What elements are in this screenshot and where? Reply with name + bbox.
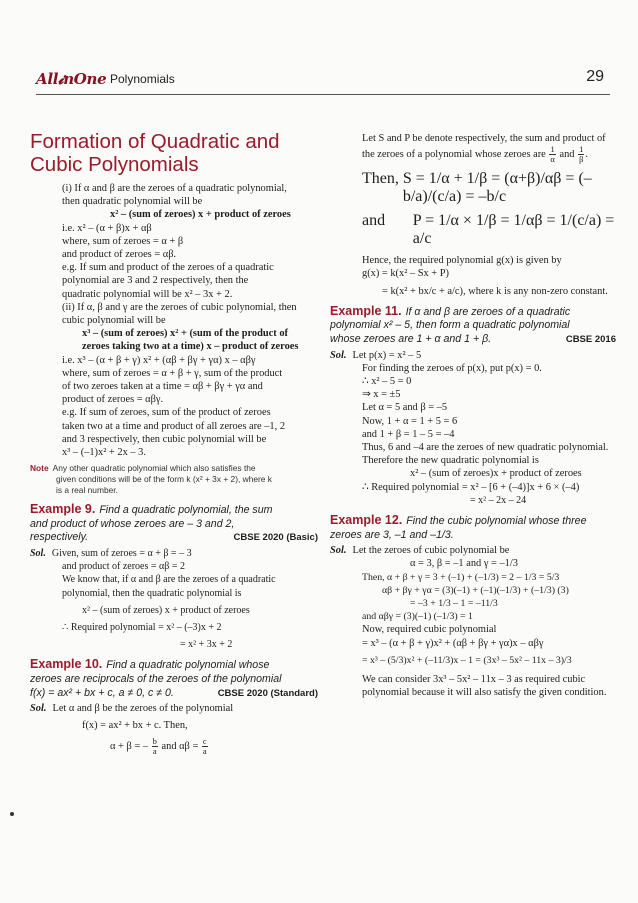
note-text: is a real number. bbox=[56, 485, 118, 496]
fraction bbox=[578, 145, 584, 164]
example-text: Find a quadratic polynomial, the sum bbox=[99, 504, 273, 517]
margin-dot bbox=[10, 812, 14, 816]
section-title-line1: Formation of Quadratic and bbox=[30, 130, 280, 153]
text-line: Hence, the required polynomial g(x) is given by bbox=[362, 255, 562, 267]
note-text: given conditions will be of the form k (x² + 3x + 2), where k bbox=[56, 474, 272, 485]
text-line: product of zeroes = αβγ. bbox=[62, 394, 164, 406]
formula-line: x² – (sum of zeroes) x + product of zeroes bbox=[110, 209, 291, 221]
fraction bbox=[202, 737, 208, 756]
right-column bbox=[330, 132, 616, 699]
text-line: Let the zeroes of cubic polynomial be bbox=[352, 545, 510, 557]
example-9-heading bbox=[30, 503, 318, 545]
example-text: Find a quadratic polynomial whose bbox=[106, 659, 270, 672]
formula-line: i.e. x² – (α + β)x + αβ bbox=[62, 222, 152, 234]
text-line: taken two at a time and product of all zeroes are –1, 2 bbox=[62, 420, 286, 432]
formula-row bbox=[330, 212, 616, 248]
chapter-title: Polynomials bbox=[110, 72, 175, 86]
section-title-line2: Cubic Polynomials bbox=[30, 153, 199, 176]
fraction bbox=[549, 145, 555, 164]
example-text: f(x) = ax² + bx + c, a ≠ 0, c ≠ 0. bbox=[30, 686, 174, 699]
sol-label: Sol. bbox=[330, 349, 347, 361]
formula-line: S = 1/α + 1/β = (α+β)/αβ = (–b/a)/(c/a) = –b/c bbox=[402, 170, 592, 206]
formula-line: P = 1/α × 1/β = 1/αβ = 1/(c/a) = a/c bbox=[412, 212, 615, 248]
formula-line: ∴ Required polynomial = x² – [6 + (–4)]x + 6 × (–4) bbox=[362, 481, 580, 493]
exam-source: CBSE 2016 bbox=[565, 334, 616, 345]
formula-line: ∴ x² – 5 = 0 bbox=[362, 376, 412, 387]
example-text: Find the cubic polynomial whose three bbox=[406, 515, 587, 528]
brand-logo: All𝓲nOne bbox=[36, 70, 107, 88]
text-line: (ii) If α, β and γ are the zeroes of cubic polynomial, then bbox=[62, 301, 297, 313]
formula-line: ⇒ x = ±5 bbox=[362, 389, 401, 401]
example-text: and product of whose zeroes are – 3 and 2, bbox=[30, 517, 235, 530]
formula-line: αβ + βγ + γα = (3)(–1) + (–1)(–1/3) + (–1/3) (3) bbox=[382, 584, 569, 596]
formula-line: Then, α + β + γ = 3 + (–1) + (–1/3) = 2 – 1/3 = 5/3 bbox=[362, 571, 560, 583]
example-11-heading bbox=[330, 305, 616, 347]
formula-line: and 1 + β = 1 – 5 = –4 bbox=[362, 428, 455, 440]
text-part: the zeroes of a polynomial whose zeroes are bbox=[362, 149, 546, 161]
denominator: α bbox=[550, 154, 555, 165]
fraction bbox=[152, 737, 158, 756]
page-number: 29 bbox=[586, 68, 604, 85]
text-line: and product of zeroes = αβ = 2 bbox=[62, 561, 185, 573]
numerator: b bbox=[152, 735, 157, 746]
text-line: polynomial are 3 and 2 respectively, then the bbox=[62, 275, 249, 287]
formula-line: Let α = 5 and β = –5 bbox=[362, 402, 448, 414]
text-line: the zeroes of a polynomial whose zeroes are $\frac{1}{\alpha}$ and $\frac{1}{\beta}$ . bbox=[362, 144, 589, 165]
formula-line: = x³ – (5/3)x² + (–11/3)x – 1 = (3x³ – 5x² – 11x – 3)/3 bbox=[362, 654, 572, 666]
formula-line: ∴ Required polynomial = x² – (–3)x + 2 bbox=[62, 622, 222, 634]
text-line: We know that, if α and β are the zeroes of a quadratic bbox=[62, 574, 276, 586]
text-line: quadratic polynomial will be x² – 3x + 2. bbox=[62, 288, 233, 300]
text-line: Therefore the new quadratic polynomial is bbox=[362, 455, 539, 467]
text-line: x³ – (–1)x² + 2x – 3. bbox=[62, 447, 146, 459]
example-10-heading bbox=[30, 658, 318, 700]
exam-source: CBSE 2020 (Basic) bbox=[233, 532, 318, 544]
text-line: and product of zeroes = αβ. bbox=[62, 249, 177, 261]
denominator: a bbox=[202, 745, 207, 756]
example-text: zeroes are reciprocals of the zeroes of the polynomial bbox=[30, 673, 282, 686]
formula-line: zeroes taking two at a time) x – product of zeroes bbox=[82, 341, 299, 353]
example-text: whose zeroes are 1 + α and 1 + β. bbox=[330, 333, 492, 345]
text-line: polynomial because it will also satisfy the given condition. bbox=[362, 687, 607, 699]
text-line: cubic polynomial will be bbox=[62, 315, 166, 327]
example-number: Example 12. bbox=[330, 513, 403, 528]
text-line: e.g. If sum and product of the zeroes of a quadratic bbox=[62, 262, 274, 274]
example-text: zeroes are 3, –1 and –1/3. bbox=[330, 528, 454, 541]
numerator: 1 bbox=[550, 144, 555, 155]
text-line: e.g. If sum of zeroes, sum of the product of zeroes bbox=[62, 407, 271, 419]
denominator: a bbox=[152, 745, 157, 756]
example-text: If α and β are zeroes of a quadratic bbox=[405, 305, 571, 318]
formula-line: and αβγ = (3)(–1) (–1/3) = 1 bbox=[362, 611, 473, 623]
text-part: and bbox=[559, 149, 575, 161]
note-tag: Note bbox=[30, 463, 49, 474]
formula-line: f(x) = ax² + bx + c. Then, bbox=[82, 720, 188, 732]
section-title bbox=[30, 130, 318, 176]
formula-line: = x³ – (α + β + γ)x² + (αβ + βγ + γα)x – αβγ bbox=[362, 637, 544, 649]
text-line: Now, required cubic polynomial bbox=[362, 624, 497, 636]
text-line: (i) If α and β are the zeroes of a quadratic polynomial, bbox=[62, 183, 287, 194]
text-line: For finding the zeroes of p(x), put p(x) = 0. bbox=[362, 362, 542, 374]
denominator: β bbox=[579, 154, 584, 165]
formula-line: i.e. x³ – (α + β + γ) x² + (αβ + βγ + γα) x – αβγ bbox=[62, 354, 256, 366]
text-line: and 3 respectively, then cubic polynomial will be bbox=[62, 433, 267, 445]
formula-line: x² – (sum of zeroes) x + product of zeroes bbox=[82, 604, 250, 616]
formula-row bbox=[330, 170, 616, 206]
numerator: 1 bbox=[579, 144, 584, 155]
text-line: where, sum of zeroes = α + β + γ, sum of the product bbox=[62, 367, 283, 379]
formula-line: α = 3, β = –1 and γ = –1/3 bbox=[410, 558, 518, 570]
example-number: Example 9. bbox=[30, 502, 96, 517]
formula-line bbox=[30, 737, 318, 756]
text-line: where, sum of zeroes = α + β bbox=[62, 235, 184, 247]
formula-line: x² – (sum of zeroes)x + product of zeroes bbox=[410, 468, 582, 480]
example-text: respectively. bbox=[30, 531, 89, 544]
formula-part: and αβ = bbox=[161, 740, 199, 752]
exam-source: CBSE 2020 (Standard) bbox=[217, 687, 318, 699]
text-line: Let S and P be denote respectively, the sum and product of bbox=[362, 133, 606, 144]
sol-label: Sol. bbox=[330, 545, 347, 557]
header-rule bbox=[36, 94, 610, 95]
formula-line: x³ – (sum of zeroes) x² + (sum of the product of bbox=[82, 328, 288, 340]
text-line: Let p(x) = x² – 5 bbox=[352, 349, 422, 361]
formula-line: = k(x² + bx/c + a/c), where k is any non-zero constant. bbox=[382, 285, 608, 297]
page-header bbox=[36, 68, 610, 94]
formula-line: g(x) = k(x² – Sx + P) bbox=[362, 268, 449, 280]
formula-part: α + β = – bbox=[110, 740, 149, 752]
numerator: c bbox=[202, 735, 207, 746]
text-line: Thus, 6 and –4 are the zeroes of new quadratic polynomial. bbox=[362, 442, 609, 454]
example-text: polynomial x² – 5, then form a quadratic polynomial bbox=[330, 319, 570, 332]
row-label: and bbox=[362, 212, 386, 230]
example-12-heading bbox=[330, 514, 616, 542]
formula-line: = –3 + 1/3 – 1 = –11/3 bbox=[410, 598, 498, 610]
left-column bbox=[30, 130, 318, 756]
formula-line: = x² + 3x + 2 bbox=[180, 639, 233, 651]
example-number: Example 11. bbox=[330, 303, 402, 318]
text-line: Let α and β be the zeroes of the polynomial bbox=[52, 703, 234, 715]
sol-label: Sol. bbox=[30, 548, 46, 560]
text-line: We can consider 3x³ – 5x² – 11x – 3 as required cubic bbox=[362, 674, 586, 686]
text-line: then quadratic polynomial will be bbox=[62, 196, 203, 208]
text-line: polynomial, then the quadratic polynomial is bbox=[62, 587, 242, 599]
example-number: Example 10. bbox=[30, 657, 103, 672]
row-label: Then, bbox=[362, 170, 399, 188]
formula-line: = x² – 2x – 24 bbox=[470, 494, 527, 506]
sol-label: Sol. bbox=[30, 703, 47, 715]
note-text: Any other quadratic polynomial which also satisfies the bbox=[52, 463, 256, 474]
formula-line: Now, 1 + α = 1 + 5 = 6 bbox=[362, 415, 458, 427]
text-line: of two zeroes taken at a time = αβ + βγ + γα and bbox=[62, 381, 263, 393]
text-line: Given, sum of zeroes = α + β = – 3 bbox=[51, 548, 192, 560]
note-box bbox=[30, 463, 318, 496]
